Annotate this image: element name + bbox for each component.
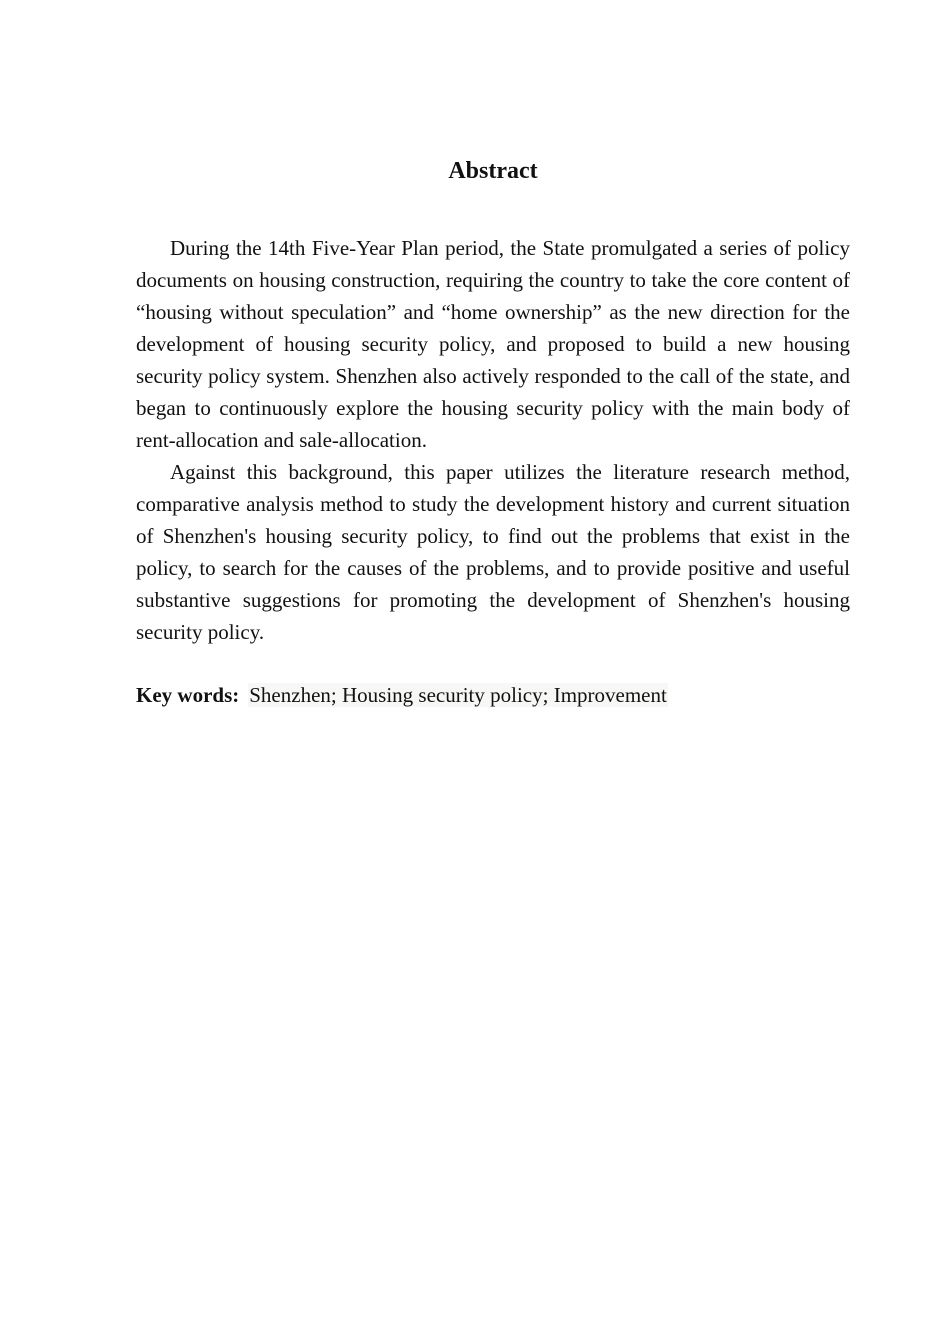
keywords-text: Shenzhen; Housing security policy; Improvement bbox=[249, 683, 667, 707]
abstract-title: Abstract bbox=[448, 158, 538, 184]
abstract-paragraph-2: Against this background, this paper utilizes the literature research method, comparative analysis method to study the development history and current situation of Shenzhen's housing security policy, to find out the problems that exist in the policy, to search for the causes of the problems, and to provide positive and useful substantive suggestions for promoting the development of Shenzhen's housing security policy. bbox=[136, 460, 850, 644]
keywords-line bbox=[136, 679, 850, 711]
abstract-paragraph-1: During the 14th Five-Year Plan period, the State promulgated a series of policy documents on housing construction, requiring the country to take the core content of “housing without speculation” and “home ownership” as the new direction for the development of housing security policy, and proposed to build a new housing security policy system. Shenzhen also actively responded to the call of the state, and began to continuously explore the housing security policy with the main body of rent-allocation and sale-allocation. bbox=[136, 236, 850, 452]
abstract-body bbox=[136, 232, 850, 648]
keywords-label: Key words: bbox=[136, 683, 240, 707]
